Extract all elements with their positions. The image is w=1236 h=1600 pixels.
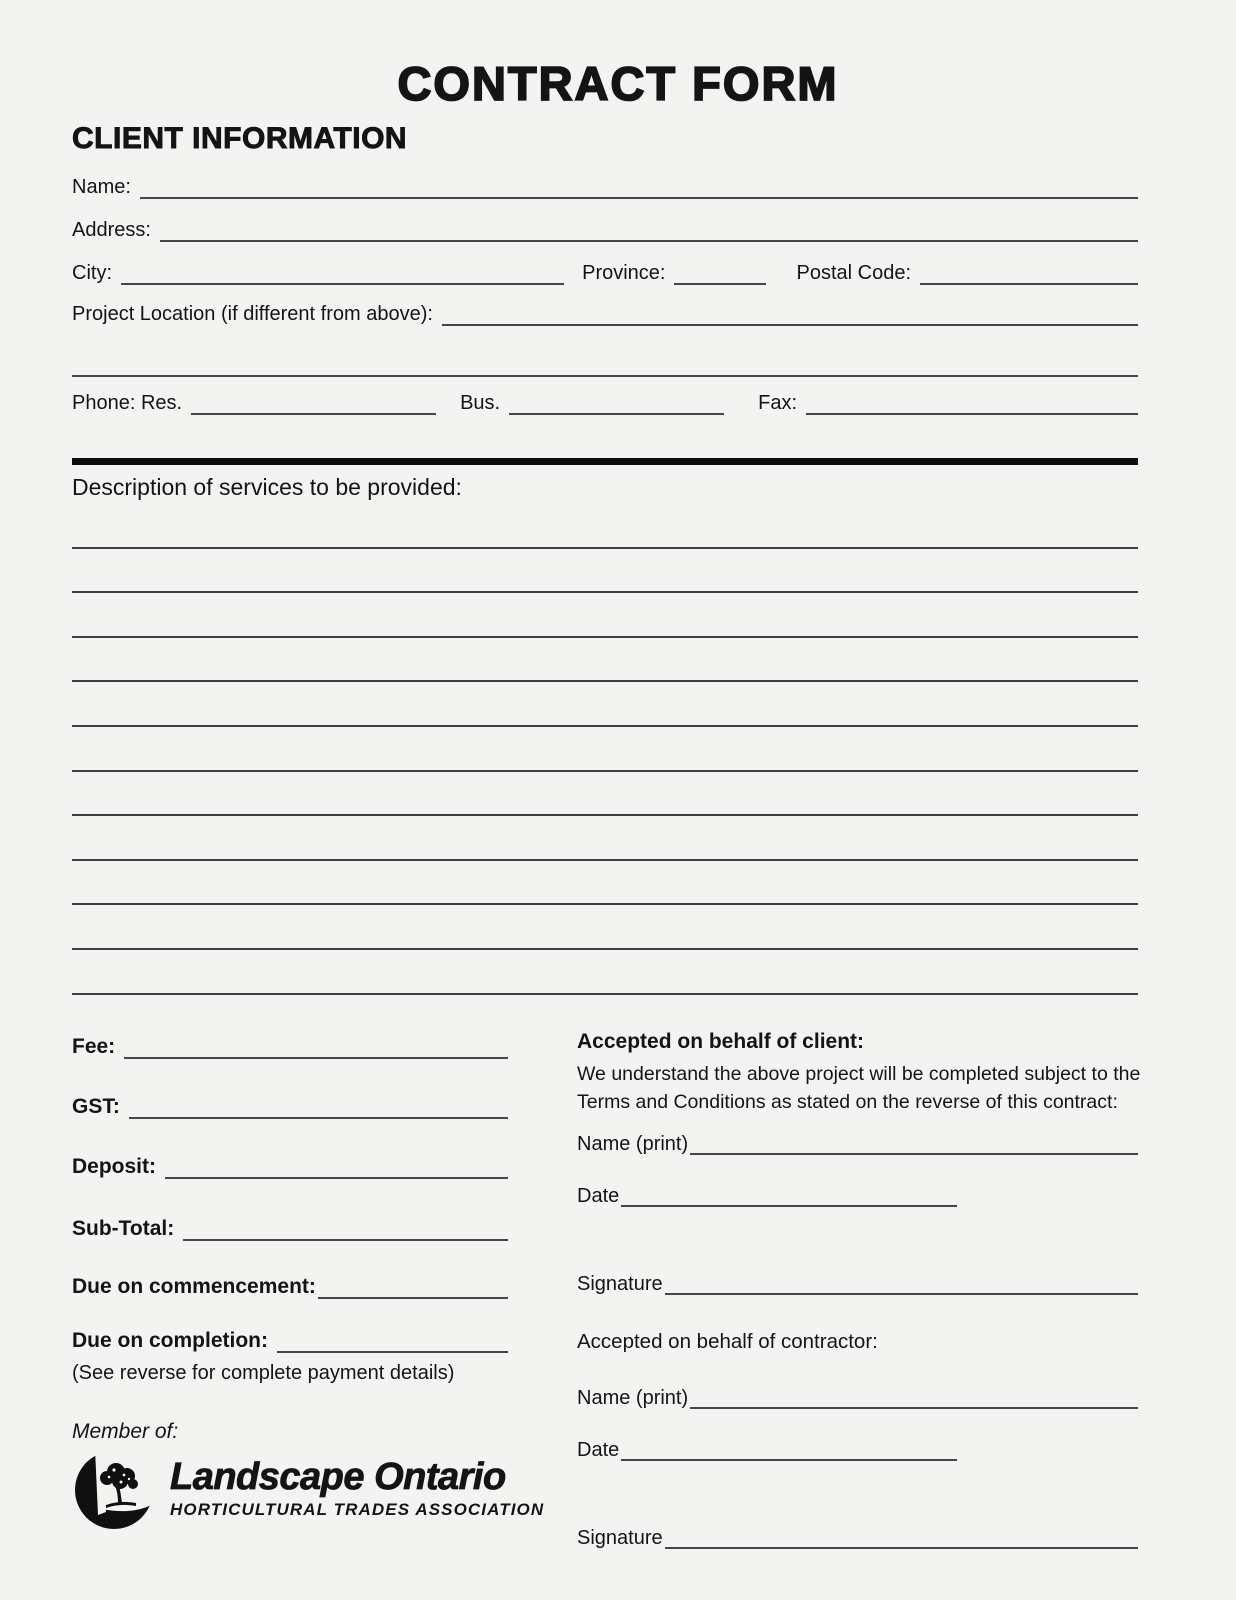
due-on-completion-label: Due on completion: <box>72 1329 268 1352</box>
client-name-print-input-line[interactable] <box>690 1153 1138 1155</box>
org-subtitle: HORTICULTURAL TRADES ASSOCIATION <box>170 1500 545 1519</box>
phone-bus-label: Bus. <box>460 392 501 414</box>
fee-input-line[interactable] <box>124 1057 508 1059</box>
client-signature-input-line[interactable] <box>665 1293 1138 1295</box>
gst-label: GST: <box>72 1095 120 1118</box>
province-input-line[interactable] <box>674 283 766 285</box>
phone-bus-input-line[interactable] <box>509 413 724 415</box>
client-signature-row <box>577 1268 1138 1298</box>
city-label: City: <box>72 262 112 284</box>
deposit-row <box>72 1152 508 1182</box>
acceptance-statement <box>577 1060 1152 1116</box>
service-description-line[interactable] <box>72 861 1138 906</box>
client-date-row <box>577 1180 1138 1210</box>
service-description-line[interactable] <box>72 504 1138 549</box>
landscape-ontario-tree-logo-icon <box>72 1448 156 1537</box>
subtotal-row <box>72 1214 508 1244</box>
service-description-line[interactable] <box>72 593 1138 638</box>
phone-fax-input-line[interactable] <box>806 413 1138 415</box>
client-date-label: Date <box>577 1185 620 1207</box>
subtotal-input-line[interactable] <box>183 1239 508 1241</box>
contractor-name-print-input-line[interactable] <box>690 1407 1138 1409</box>
service-description-line[interactable] <box>72 905 1138 950</box>
service-description-line[interactable] <box>72 816 1138 861</box>
name-label: Name: <box>72 176 131 198</box>
project-location-overflow-line[interactable] <box>72 375 1138 377</box>
service-description-line[interactable] <box>72 727 1138 772</box>
accepted-client-heading: Accepted on behalf of client: <box>577 1030 865 1053</box>
address-field-row <box>72 213 1138 245</box>
fee-label: Fee: <box>72 1035 116 1058</box>
client-date-input-line[interactable] <box>621 1205 957 1207</box>
province-label: Province: <box>582 262 666 284</box>
service-description-line[interactable] <box>72 638 1138 683</box>
due-on-completion-input-line[interactable] <box>277 1351 508 1353</box>
phone-res-input-line[interactable] <box>191 413 436 415</box>
org-name: Landscape Ontario <box>170 1456 506 1498</box>
services-heading: Description of services to be provided: <box>72 474 462 500</box>
service-description-line[interactable] <box>72 772 1138 817</box>
fee-row <box>72 1032 508 1062</box>
acceptance-statement-line2: Terms and Conditions as stated on the reverse of this contract: <box>577 1091 1118 1113</box>
project-location-input-line[interactable] <box>442 324 1138 326</box>
contractor-name-print-row <box>577 1382 1138 1412</box>
service-description-line[interactable] <box>72 950 1138 995</box>
due-on-commencement-input-line[interactable] <box>318 1297 508 1299</box>
client-information-heading: CLIENT INFORMATION <box>72 122 408 155</box>
address-label: Address: <box>72 219 151 241</box>
section-divider <box>72 458 1138 465</box>
project-location-overflow-row <box>72 348 1138 380</box>
city-province-postal-row <box>72 256 1138 288</box>
contractor-date-row <box>577 1434 1138 1464</box>
due-on-completion-row <box>72 1326 508 1356</box>
client-name-print-row <box>577 1128 1138 1158</box>
project-location-label: Project Location (if different from above): <box>72 303 433 325</box>
phone-row <box>72 386 1138 418</box>
gst-input-line[interactable] <box>129 1117 508 1119</box>
contractor-date-input-line[interactable] <box>621 1459 957 1461</box>
acceptance-statement-line1: We understand the above project will be completed subject to the <box>577 1063 1141 1085</box>
phone-res-label: Phone: Res. <box>72 392 183 414</box>
services-write-in-area <box>72 504 1138 995</box>
project-location-row <box>72 297 1138 329</box>
client-signature-label: Signature <box>577 1273 663 1295</box>
city-input-line[interactable] <box>121 283 564 285</box>
page-title: CONTRACT FORM <box>397 57 839 110</box>
postal-code-label: Postal Code: <box>796 262 911 284</box>
due-on-commencement-label: Due on commencement: <box>72 1275 316 1298</box>
due-on-commencement-row <box>72 1272 508 1302</box>
name-field-row <box>72 170 1138 202</box>
gst-row <box>72 1092 508 1122</box>
service-description-line[interactable] <box>72 549 1138 594</box>
accepted-contractor-heading: Accepted on behalf of contractor: <box>577 1330 878 1353</box>
postal-code-input-line[interactable] <box>920 283 1138 285</box>
logo-wordmark <box>170 1448 544 1518</box>
address-input-line[interactable] <box>160 240 1138 242</box>
deposit-label: Deposit: <box>72 1155 156 1178</box>
payment-reverse-note: (See reverse for complete payment details) <box>72 1362 455 1384</box>
member-of-label: Member of: <box>72 1420 179 1443</box>
deposit-input-line[interactable] <box>165 1177 508 1179</box>
name-input-line[interactable] <box>140 197 1138 199</box>
service-description-line[interactable] <box>72 682 1138 727</box>
subtotal-label: Sub-Total: <box>72 1217 175 1240</box>
contractor-date-label: Date <box>577 1439 620 1461</box>
landscape-ontario-logo <box>72 1448 544 1537</box>
contractor-signature-input-line[interactable] <box>665 1547 1138 1549</box>
phone-fax-label: Fax: <box>758 392 798 414</box>
contractor-signature-row <box>577 1522 1138 1552</box>
contractor-signature-label: Signature <box>577 1527 663 1549</box>
client-name-print-label: Name (print) <box>577 1133 689 1155</box>
contractor-name-print-label: Name (print) <box>577 1387 689 1409</box>
